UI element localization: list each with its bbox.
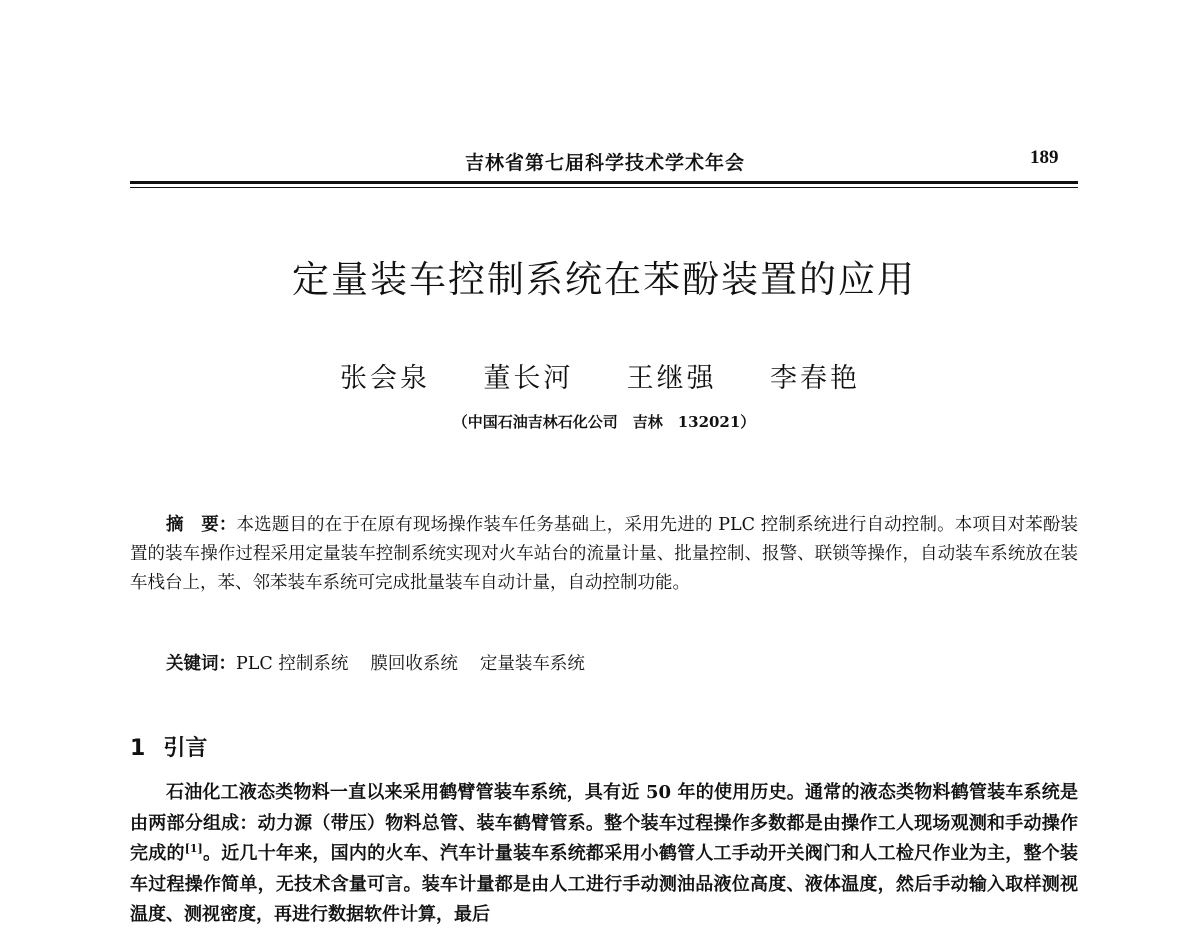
keyword: 膜回收系统 xyxy=(370,654,458,674)
author-name: 张会泉 xyxy=(340,363,430,394)
header-rule-thin xyxy=(130,187,1078,188)
keyword: 定量装车系统 xyxy=(479,654,585,674)
author-list xyxy=(340,356,860,395)
abstract-label: 摘 要： xyxy=(166,515,237,535)
body-text-part: 。近几十年来，国内的火车、汽车计量装车系统都采用小鹤管人工手动开关阀门和人工检尺作业为主，整个装车过程操作简单，无技术含量可言。装车计量都是由人工进行手动测油品液位高度、液体温度，然后手动输入取样测视温度、测视密度，再进行数据软件计算，最后 xyxy=(130,843,1078,925)
author-name: 李春艳 xyxy=(769,363,860,394)
keywords-label: 关键词： xyxy=(166,654,236,674)
abstract-text: 本选题目的在于在原有现场操作装车任务基础上，采用先进的 PLC 控制系统进行自动控制。本项目对苯酚装置的装车操作过程采用定量装车控制系统实现对火车站台的流量计量、批量控制、报警、联锁等操作，自动装车系统放在装车栈台上，苯、邻苯装车系统可完成批量装车自动计量，自动控制功能。 xyxy=(130,515,1078,593)
section-heading xyxy=(130,731,207,762)
citation-reference: [1] xyxy=(184,842,203,855)
author-name: 王继强 xyxy=(626,363,717,394)
body-text-part: 石油化工液态类物料一直以来采用鹤臂管装车系统，具有近 50 年的使用历史。通常的液态类物料鹤管装车系统是由两部分组成：动力源（带压）物料总管、装车鹤臂管系。整个装车过程操作多数都是由操作工人现场观测和手动操作完成的 xyxy=(130,782,1078,864)
keyword: PLC 控制系统 xyxy=(236,654,349,674)
running-header-title: 吉林省第七届科学技术学术年会 xyxy=(464,152,745,174)
header-rule-thick xyxy=(130,181,1078,184)
paper-title: 定量装车控制系统在苯酚装置的应用 xyxy=(292,258,916,301)
page-number: 189 xyxy=(1030,147,1059,168)
author-name: 董长河 xyxy=(483,363,574,394)
body-paragraph xyxy=(130,778,1078,931)
section-number: 1 xyxy=(130,736,146,761)
keywords xyxy=(166,650,607,679)
section-title: 引言 xyxy=(163,736,208,761)
abstract xyxy=(130,511,1078,598)
author-affiliation: （中国石油吉林石化公司 吉林 132021） xyxy=(452,413,756,431)
